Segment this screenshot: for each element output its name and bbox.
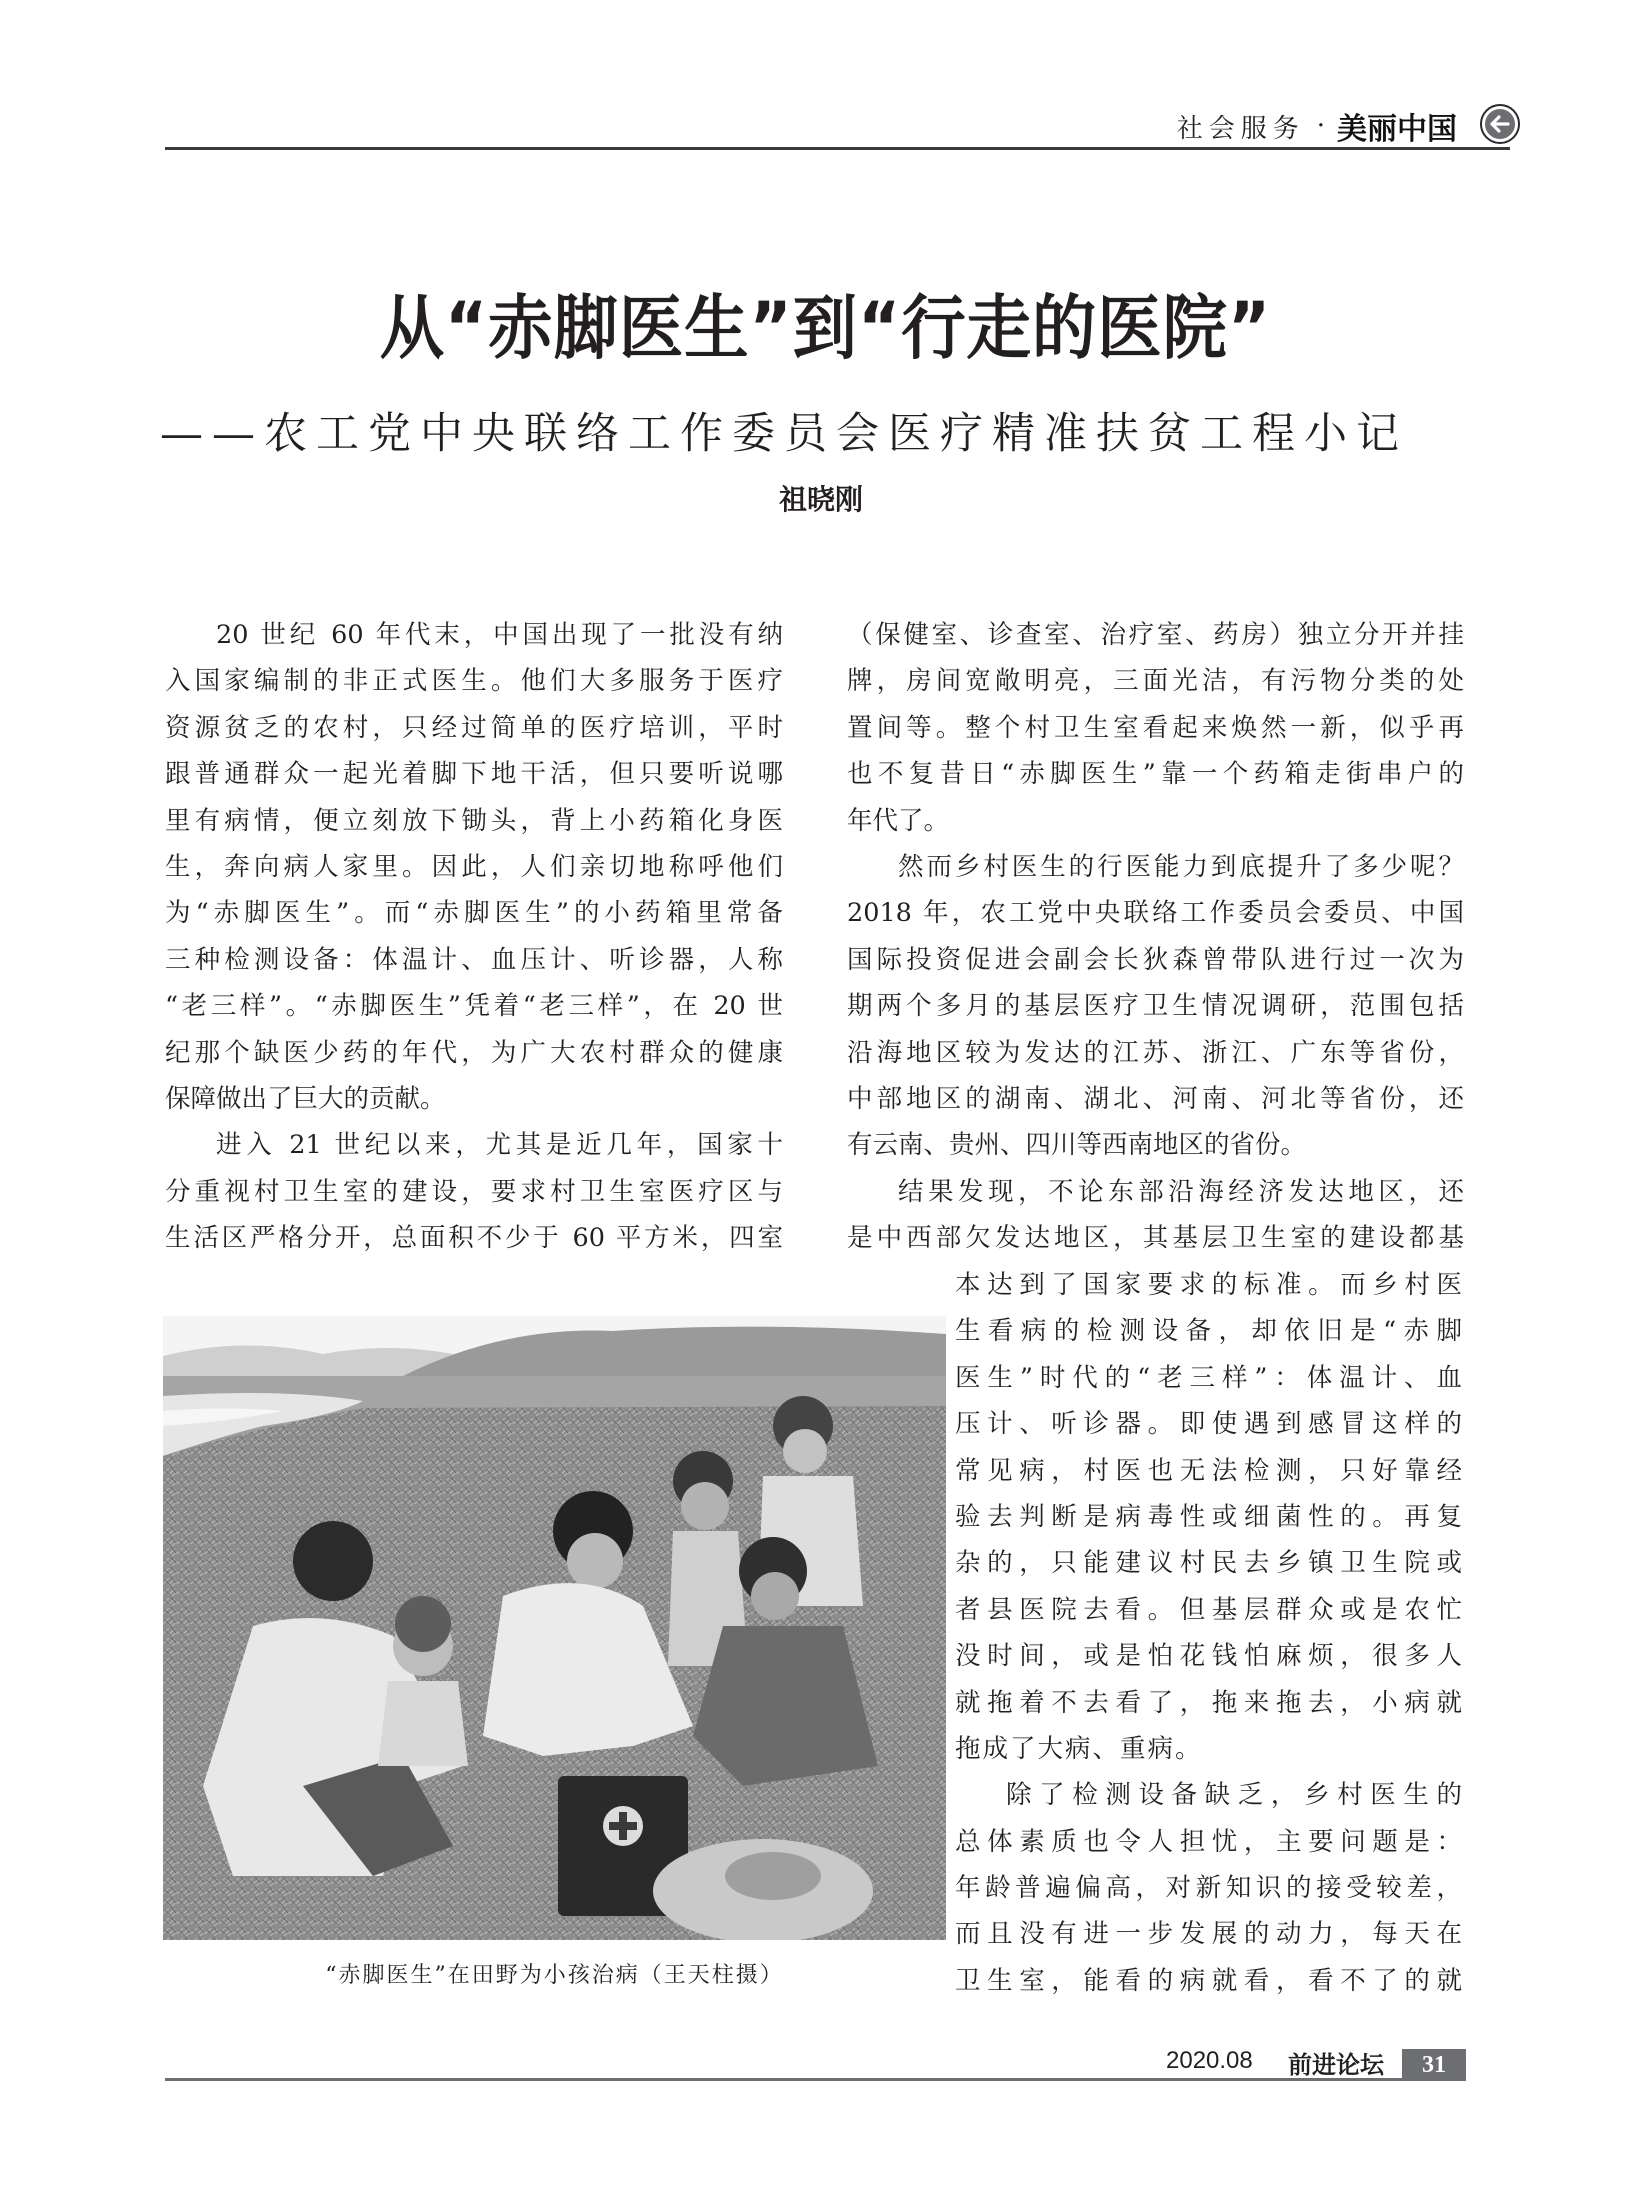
- body-column-left: [165, 612, 783, 1261]
- text-line: 压计、听诊器。即使遇到感冒这样的: [955, 1409, 1464, 1440]
- text-line: 医生”时代的“老三样”：体温计、血: [955, 1362, 1464, 1393]
- barefoot-doctor-photo-illustration: [163, 1316, 946, 1940]
- text-line: 是中西部欠发达地区，其基层卫生室的建设都基: [847, 1223, 1464, 1254]
- magazine-name: 前进论坛: [1288, 2050, 1384, 2079]
- text-line: 分重视村卫生室的建设，要求村卫生室医疗区与: [165, 1176, 783, 1207]
- article-title: 从“赤脚医生”到“行走的医院”: [379, 287, 1272, 369]
- text-line: 里有病情，便立刻放下锄头，背上小药箱化身医: [165, 805, 783, 836]
- text-line: 常见病，村医也无法检测，只好靠经: [955, 1455, 1464, 1486]
- back-arrow-icon-inner: [1485, 109, 1515, 139]
- text-line: 然而乡村医生的行医能力到底提升了多少呢？: [898, 851, 1464, 882]
- back-arrow-circle-icon: [1480, 104, 1520, 144]
- text-line: 生，奔向病人家里。因此，人们亲切地称呼他们: [165, 851, 783, 882]
- text-line: 生活区严格分开，总面积不少于 60 平方米，四室: [165, 1223, 783, 1254]
- body-column-right-bottom: [955, 1262, 1464, 2004]
- text-line: 有云南、贵州、四川等西南地区的省份。: [847, 1130, 1307, 1161]
- text-line: 年龄普遍偏高，对新知识的接受较差，: [955, 1873, 1464, 1904]
- text-line: 资源贫乏的农村，只经过简单的医疗培训，平时: [165, 712, 783, 743]
- text-line: 没时间，或是怕花钱怕麻烦，很多人: [955, 1641, 1464, 1672]
- text-line: 本达到了国家要求的标准。而乡村医: [955, 1270, 1464, 1300]
- section-category: 社会服务: [1176, 113, 1305, 144]
- page-number-badge: 31: [1402, 2049, 1466, 2081]
- text-line: 就拖着不去看了，拖来拖去，小病就: [955, 1687, 1464, 1718]
- issue-date: 2020.08: [1166, 2047, 1253, 2074]
- arrow-left-icon: [1490, 115, 1510, 133]
- text-line: （保健室、诊查室、治疗室、药房）独立分开并挂: [847, 620, 1464, 650]
- text-line: 进入 21 世纪以来，尤其是近几年，国家十: [216, 1130, 783, 1161]
- article-photo: [163, 1316, 946, 1940]
- text-line: 卫生室，能看的病就看，看不了的就: [955, 1965, 1464, 1996]
- text-line: 沿海地区较为发达的江苏、浙江、广东等省份，: [847, 1037, 1464, 1068]
- article-subtitle: ——农工党中央联络工作委员会医疗精准扶贫工程小记: [160, 409, 1408, 459]
- text-line: 入国家编制的非正式医生。他们大多服务于医疗: [165, 666, 783, 697]
- text-line: 2018 年，农工党中央联络工作委员会委员、中国: [847, 898, 1464, 929]
- text-line: 三种检测设备：体温计、血压计、听诊器，人称: [165, 944, 783, 975]
- section-separator: ·: [1316, 111, 1325, 141]
- text-line: 验去判断是病毒性或细菌性的。再复: [955, 1501, 1464, 1532]
- text-line: 总体素质也令人担忧，主要问题是：: [955, 1826, 1464, 1857]
- text-line: 中部地区的湖南、湖北、河南、河北等省份，还: [847, 1083, 1464, 1114]
- text-line: 牌，房间宽敞明亮，三面光洁，有污物分类的处: [847, 666, 1464, 697]
- text-line: 跟普通群众一起光着脚下地干活，但只要听说哪: [165, 759, 783, 790]
- text-line: 除了检测设备缺乏，乡村医生的: [1006, 1780, 1464, 1811]
- photo-caption: “赤脚医生”在田野为小孩治病（王天柱摄）: [325, 1963, 784, 1988]
- text-line: 结果发现，不论东部沿海经济发达地区，还: [898, 1176, 1464, 1207]
- text-line: 年代了。: [847, 805, 950, 836]
- text-line: 杂的，只能建议村民去乡镇卫生院或: [955, 1548, 1464, 1579]
- text-line: 拖成了大病、重病。: [955, 1733, 1203, 1764]
- text-line: 20 世纪 60 年代末，中国出现了一批没有纳: [216, 620, 783, 650]
- text-line: 纪那个缺医少药的年代，为广大农村群众的健康: [165, 1037, 783, 1068]
- text-line: 期两个多月的基层医疗卫生情况调研，范围包括: [847, 991, 1464, 1022]
- text-line: 而且没有进一步发展的动力，每天在: [955, 1919, 1464, 1950]
- text-line: 国际投资促进会副会长狄森曾带队进行过一次为: [847, 944, 1464, 975]
- header-rule: [165, 147, 1510, 150]
- section-column: 美丽中国: [1337, 112, 1457, 147]
- section-label: [1177, 106, 1457, 146]
- footer-rule: [165, 2078, 1402, 2081]
- text-line: 保障做出了巨大的贡献。: [165, 1083, 446, 1114]
- text-line: 置间等。整个村卫生室看起来焕然一新，似乎再: [847, 712, 1464, 743]
- body-column-right-top: [847, 612, 1464, 1261]
- text-line: 也不复昔日“赤脚医生”靠一个药箱走街串户的: [847, 759, 1464, 790]
- text-line: “老三样”。“赤脚医生”凭着“老三样”，在 20 世: [165, 991, 783, 1022]
- text-line: 为“赤脚医生”。而“赤脚医生”的小药箱里常备: [165, 898, 783, 929]
- text-line: 生看病的检测设备，却依旧是“赤脚: [955, 1316, 1464, 1347]
- article-author: 祖晓刚: [778, 483, 863, 516]
- text-line: 者县医院去看。但基层群众或是农忙: [955, 1594, 1464, 1625]
